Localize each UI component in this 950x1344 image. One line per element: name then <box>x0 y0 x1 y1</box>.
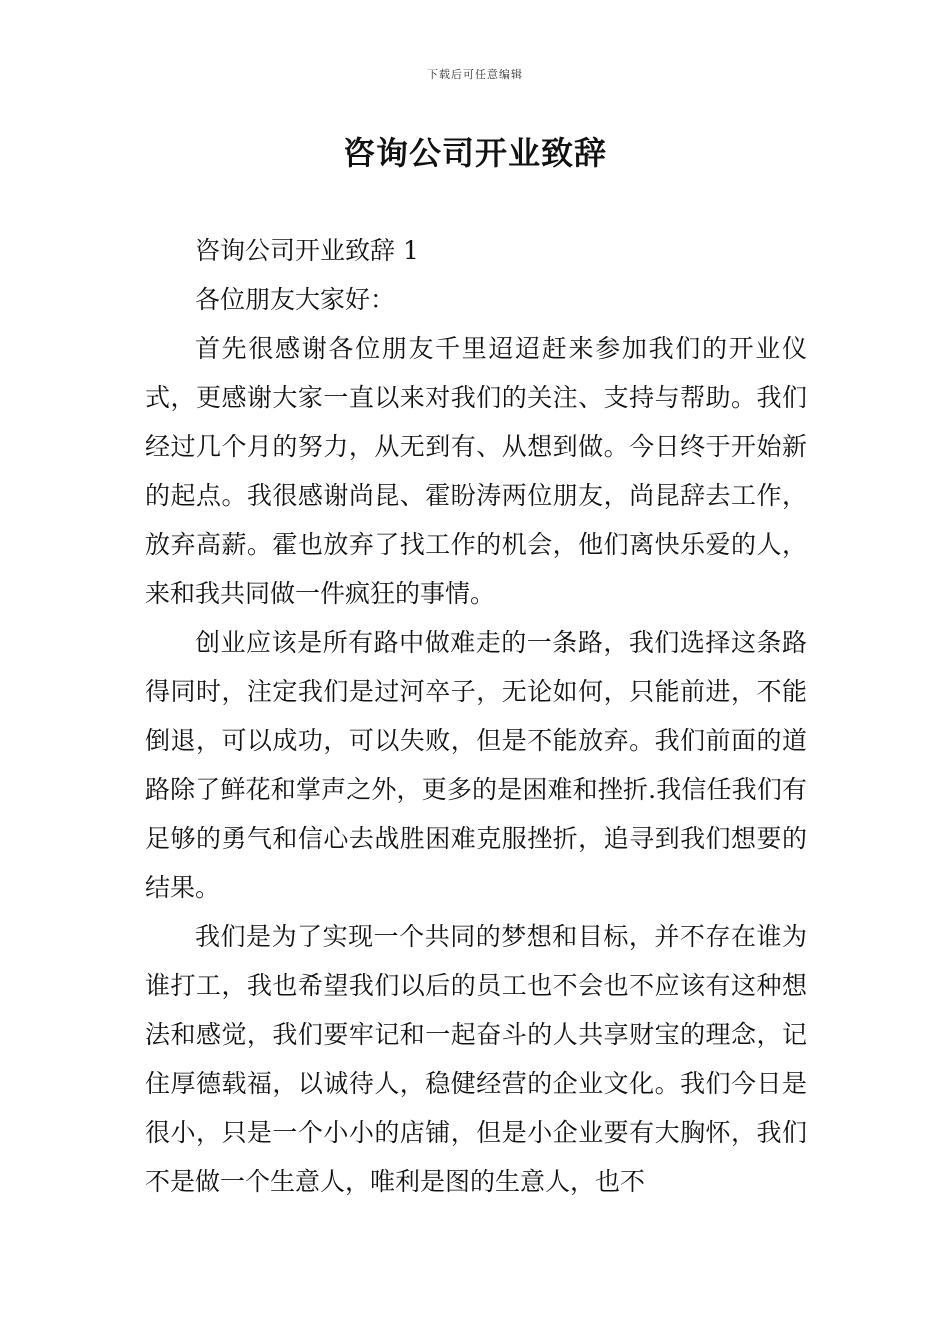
section-heading: 咨询公司开业致辞 1 <box>195 236 419 265</box>
header-note: 下载后可任意编辑 <box>427 68 523 81</box>
document-title: 咨询公司开业致辞 <box>342 134 607 172</box>
body-paragraph: 我们是为了实现一个共同的梦想和目标，并不存在谁为谁打工，我也希望我们以后的员工也不会也不应该有这种想法和感觉，我们要牢记和一起奋斗的人共享财宝的理念，记住厚德载福，以诚待人，稳健经营的企业文化。我们今日是很小，只是一个小小的店铺，但是小企业要有大胸怀，我们不是做一个生意人，唯利是图的生意人，也不 <box>145 922 807 1196</box>
body-paragraph: 创业应该是所有路中做难走的一条路，我们选择这条路得同时，注定我们是过河卒子，无论如何，只能前进，不能倒退，可以成功，可以失败，但是不能放弃。我们前面的道路除了鲜花和掌声之外，更多的是困难和挫折.我信任我们有足够的勇气和信心去战胜困难克服挫折，追寻到我们想要的结果。 <box>145 628 807 902</box>
greeting-paragraph: 各位朋友大家好： <box>195 285 396 314</box>
document-body <box>145 226 807 1206</box>
body-paragraph: 首先很感谢各位朋友千里迢迢赶来参加我们的开业仪式，更感谢大家一直以来对我们的关注、支持与帮助。我们经过几个月的努力，从无到有、从想到做。今日终于开始新的起点。我很感谢尚昆、霍盼涛两位朋友，尚昆辞去工作，放弃高薪。霍也放弃了找工作的机会，他们离快乐爱的人，来和我共同做一件疯狂的事情。 <box>145 334 807 608</box>
